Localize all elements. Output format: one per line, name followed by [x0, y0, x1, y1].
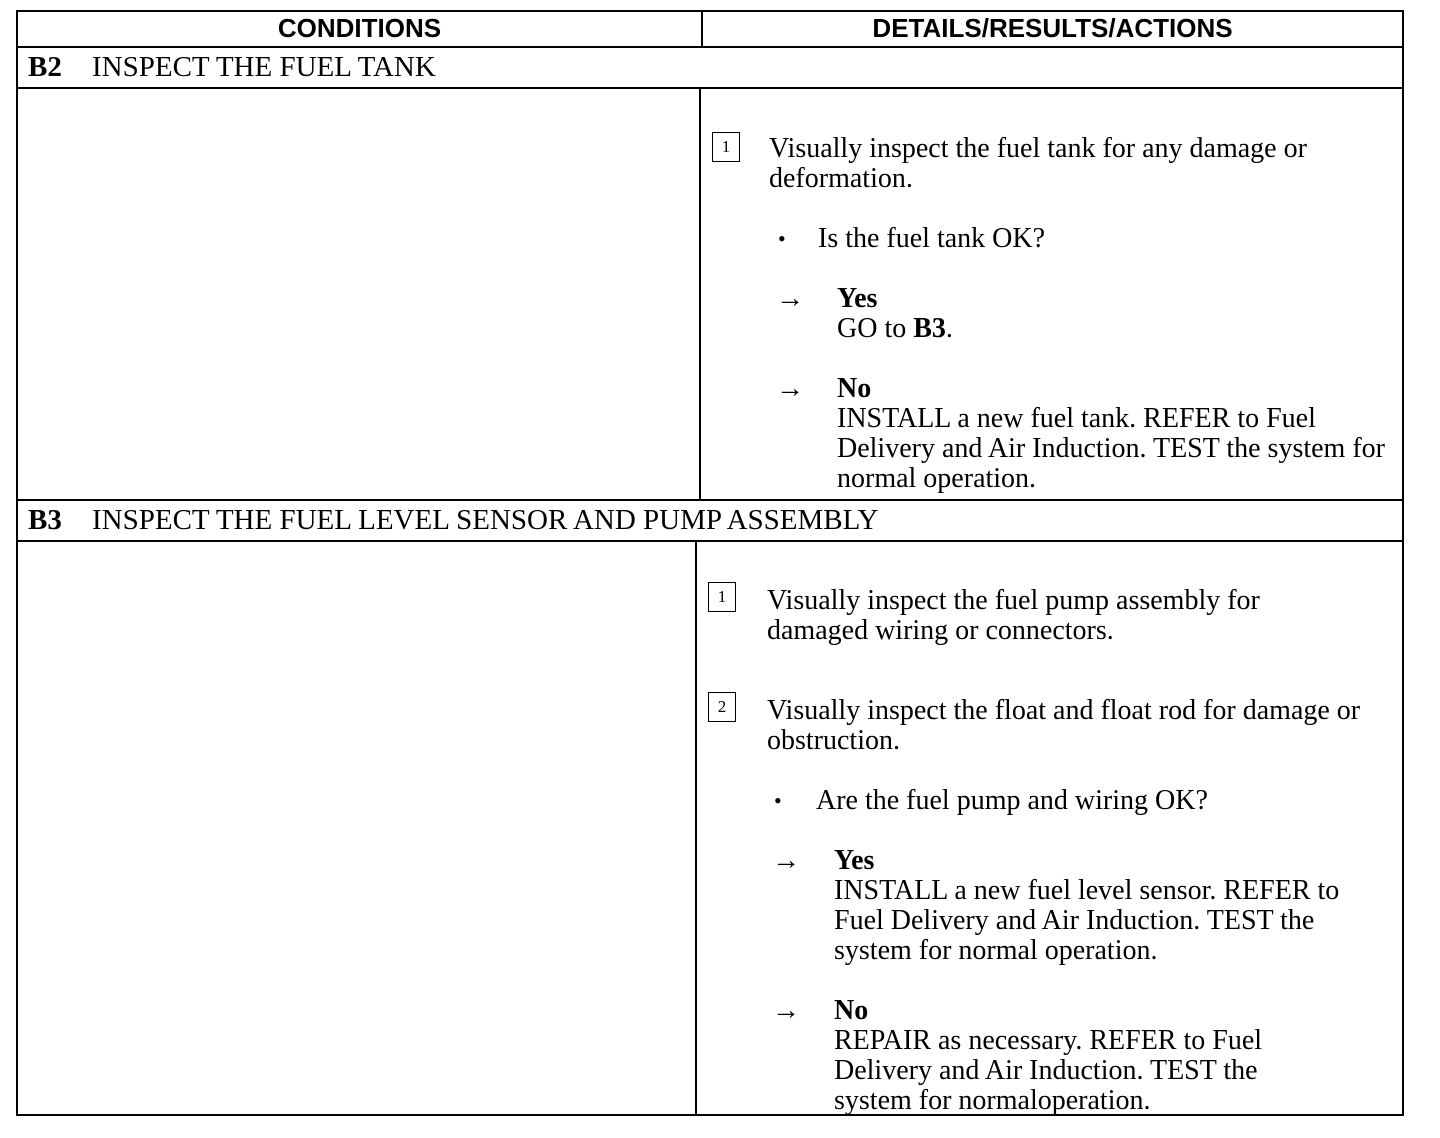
section-title: INSPECT THE FUEL TANK — [92, 51, 436, 83]
answer-text: INSTALL a new fuel tank. REFER to Fuel Delivery and Air Induction. TEST the system for normal operation. — [837, 403, 1385, 494]
answer-text: REPAIR as necessary. REFER to Fuel Delivery and Air Induction. TEST the system for normaloperation. — [834, 1025, 1263, 1116]
step-number-box: 1 — [708, 582, 736, 612]
answer-text-prefix: GO to — [837, 313, 914, 344]
b3-title-divider — [16, 540, 1404, 542]
question-text: Are the fuel pump and wiring OK? — [816, 785, 1208, 816]
answer-yes — [834, 846, 1394, 966]
section-id: B3 — [28, 504, 62, 536]
b2-column-divider — [699, 87, 701, 500]
answer-text-suffix: . — [945, 313, 953, 344]
step-text: Visually inspect the fuel tank for any damage or deformation. — [769, 133, 1307, 194]
answer-label: No — [837, 373, 872, 404]
arrow-right-icon: → — [776, 373, 804, 404]
arrow-right-icon: → — [776, 283, 804, 314]
answer-label: No — [834, 995, 869, 1026]
question-text: Is the fuel tank OK? — [818, 223, 1046, 254]
arrow-right-icon: → — [772, 845, 800, 876]
step-number-box: 2 — [708, 692, 736, 722]
answer-yes — [837, 284, 1397, 344]
answer-text: INSTALL a new fuel level sensor. REFER to Fuel Delivery and Air Induction. TEST the system for normal operation. — [834, 875, 1340, 966]
bullet-icon: • — [778, 226, 786, 251]
b3-column-divider — [695, 540, 697, 1116]
details-header: DETAILS/RESULTS/ACTIONS — [872, 13, 1233, 43]
section-id: B2 — [28, 51, 62, 83]
section-title-b3 — [18, 501, 1398, 539]
answer-link-b3: B3 — [913, 313, 946, 344]
section-title-b2 — [18, 48, 1398, 86]
answer-text — [837, 314, 1397, 344]
answer-label: Yes — [834, 845, 875, 876]
step-text: Visually inspect the float and float rod for damage or obstruction. — [767, 695, 1361, 756]
step-text: Visually inspect the fuel pump assembly for damaged wiring or connectors. — [767, 585, 1260, 646]
answer-label: Yes — [837, 283, 878, 314]
answer-no — [834, 996, 1314, 1116]
b2-title-divider — [16, 87, 1404, 89]
step-number-box: 1 — [712, 132, 740, 162]
arrow-right-icon: → — [772, 995, 800, 1026]
conditions-header: CONDITIONS — [277, 13, 442, 43]
section-title: INSPECT THE FUEL LEVEL SENSOR AND PUMP ASSEMBLY — [92, 504, 879, 536]
answer-no — [837, 374, 1397, 494]
bullet-icon: • — [774, 788, 782, 813]
